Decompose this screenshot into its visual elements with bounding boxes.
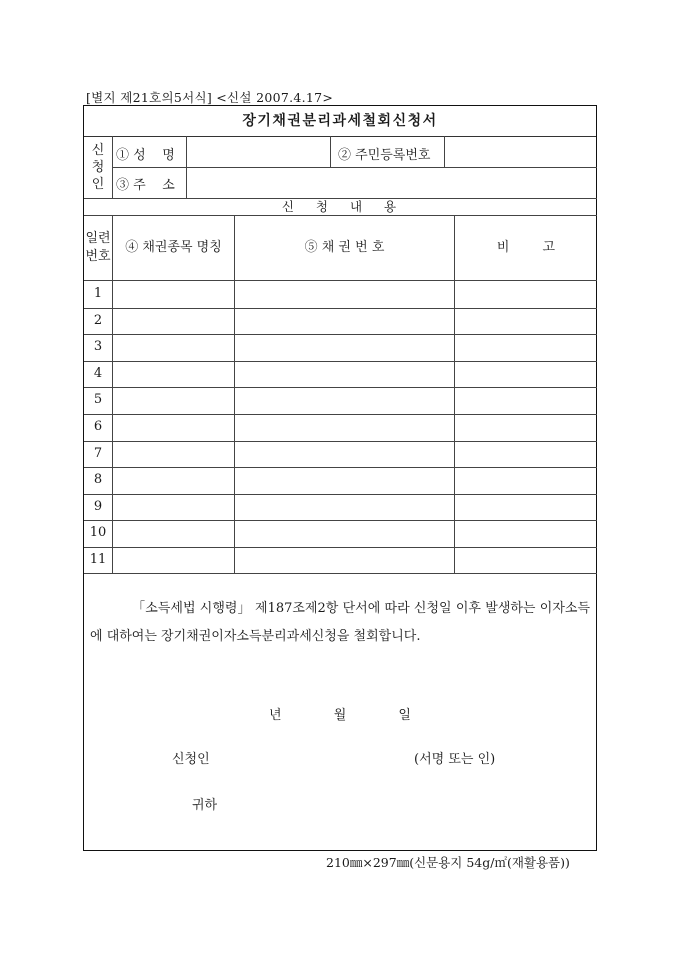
applicant-label-char: 인 [91,176,105,192]
bond-number-cell[interactable] [235,494,454,520]
bond-number-cell[interactable] [235,308,454,334]
bond-number-cell[interactable] [235,414,454,440]
bond-name-cell[interactable] [113,467,234,493]
application-form [83,105,597,851]
applicant-signature-label: 신청인 [172,752,210,767]
remarks-cell[interactable] [455,281,597,307]
section-title: 신 청 내 용 [281,199,399,214]
remarks-cell[interactable] [455,494,597,520]
paper-spec-note: 210㎜×297㎜(신문용지 54g/㎡(재활용품)) [326,855,570,870]
bond-number-cell[interactable] [235,520,454,546]
bond-number-header: ⑤ 채 권 번 호 [304,240,385,255]
bond-name-cell[interactable] [113,281,234,307]
form-title: 장기채권분리과세철회신청서 [84,106,596,137]
bond-number-cell[interactable] [235,334,454,360]
bond-number-cell[interactable] [235,547,454,573]
address-field[interactable] [187,168,596,198]
divider [330,136,331,167]
bond-name-cell[interactable] [113,441,234,467]
bond-name-cell[interactable] [113,547,234,573]
remarks-cell[interactable] [455,441,597,467]
bond-number-cell[interactable] [235,281,454,307]
row-number: 3 [93,339,103,355]
row-number: 9 [93,498,103,514]
remarks-cell[interactable] [455,387,597,413]
row-number: 7 [93,445,103,461]
bond-name-cell[interactable] [113,414,234,440]
bond-number-cell[interactable] [235,467,454,493]
name-field[interactable] [187,137,329,167]
rrn-label: ② 주민등록번호 [338,148,431,163]
addressee: 귀하 [192,798,218,813]
row-number: 5 [93,392,103,408]
row-number: 4 [93,365,103,381]
bond-number-cell[interactable] [235,361,454,387]
remarks-cell[interactable] [455,520,597,546]
applicant-label [84,136,112,198]
applicant-label-char: 신 [91,142,105,158]
rrn-field[interactable] [445,137,596,167]
row-number: 11 [89,552,107,567]
bond-name-cell[interactable] [113,520,234,546]
bond-name-cell[interactable] [113,387,234,413]
remarks-cell[interactable] [455,414,597,440]
remarks-cell[interactable] [455,547,597,573]
remarks-header: 비 고 [496,240,556,255]
bond-name-cell[interactable] [113,308,234,334]
bond-name-header: ④ 채권종목 명칭 [125,240,222,255]
row-number: 10 [89,525,107,541]
bond-number-cell[interactable] [235,387,454,413]
name-label: ① 성 명 [116,148,175,163]
address-label: ③ 주 소 [116,178,175,193]
row-number: 8 [93,472,103,488]
signature-or-seal-note: (서명 또는 인) [414,752,496,767]
remarks-cell[interactable] [455,361,597,387]
row-number: 2 [93,312,103,328]
row-number: 6 [93,419,103,434]
bond-name-cell[interactable] [113,494,234,520]
date-line: 년 월 일 [269,708,411,723]
row-number: 1 [93,286,103,301]
form-number-note: [별지 제21호의5서식] <신설 2007.4.17> [86,90,334,105]
remarks-cell[interactable] [455,308,597,334]
statement-text: 「소득세법 시행령」 제187조제2항 단서에 따라 신청일 이후 발생하는 이자소득에 대하여는 장기채권이자소득분리과세신청을 철회합니다. [90,601,590,644]
divider [84,573,597,574]
remarks-cell[interactable] [455,467,597,493]
remarks-cell[interactable] [455,334,597,360]
bond-name-cell[interactable] [113,361,234,387]
withdrawal-statement [90,595,590,651]
bond-name-cell[interactable] [113,334,234,360]
bond-number-cell[interactable] [235,441,454,467]
applicant-label-char: 청 [91,159,105,175]
serial-number-header: 일련 번호 [85,231,111,264]
